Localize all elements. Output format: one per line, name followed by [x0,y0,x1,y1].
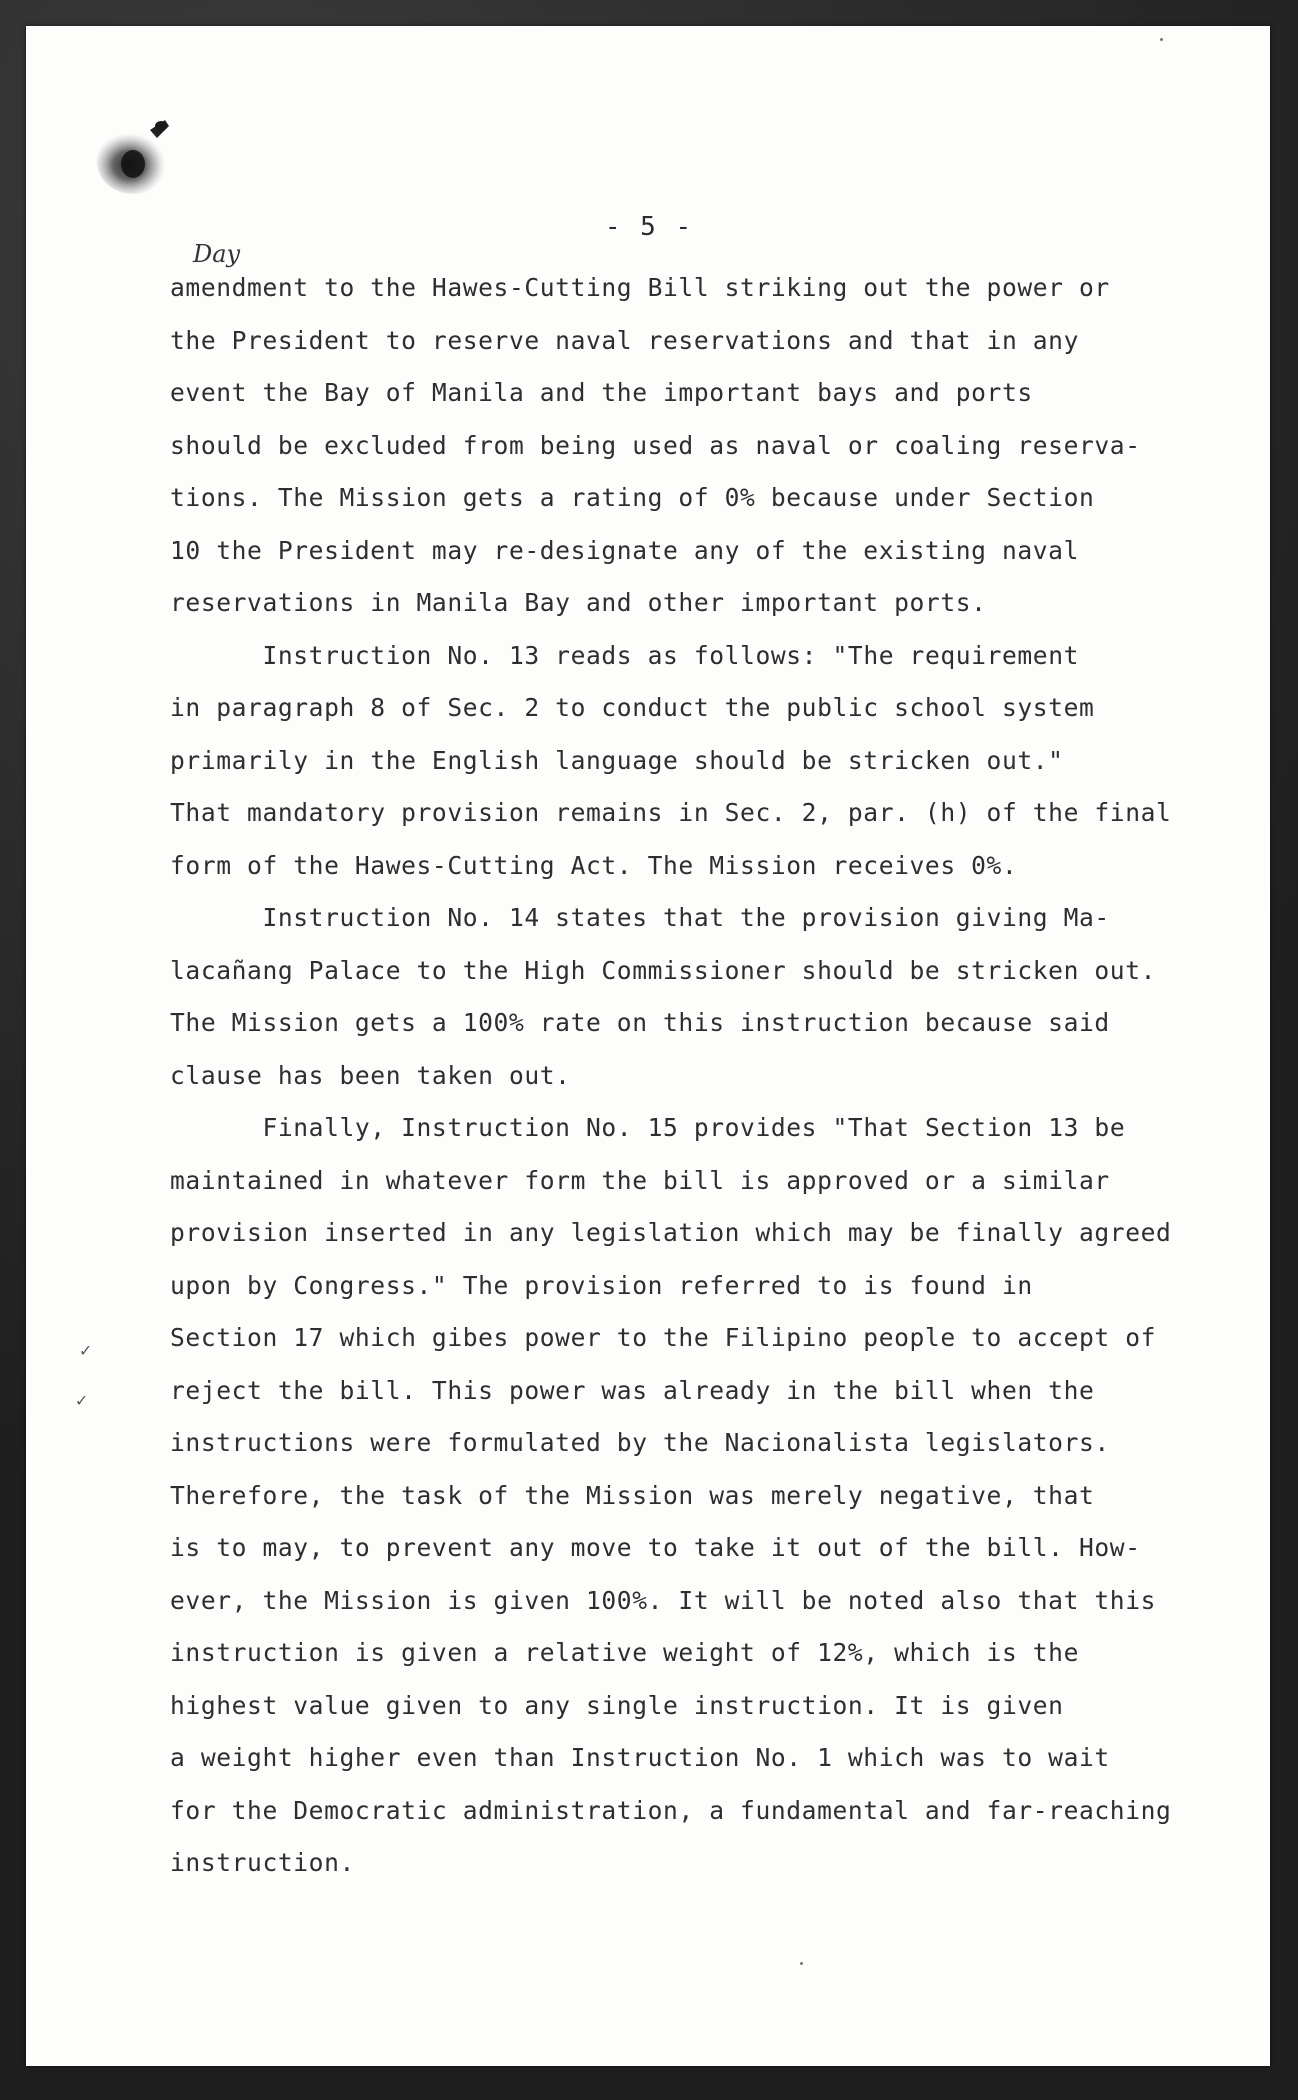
text-line: 10 the President may re-designate any of the existing naval [170,535,1079,565]
document-body [170,262,1190,1890]
text-line: reject the bill. This power was already in the bill when the [170,1375,1095,1405]
text-line: Instruction No. 13 reads as follows: "The requirement [170,640,1080,670]
handwritten-margin-note: Day [193,240,241,268]
margin-check-mark: ✓ [76,1390,87,1411]
text-line: Therefore, the task of the Mission was merely negative, that [170,1480,1095,1510]
text-line: That mandatory provision remains in Sec. 2, par. (h) of the final [170,798,1172,827]
text-line: amendment to the Hawes-Cutting Bill striking out the power or [170,273,1110,302]
scan-speck [1160,38,1163,41]
text-line: primarily in the English language should be stricken out." [170,745,1064,775]
text-line: a weight higher even than Instruction No. 1 which was to wait [170,1743,1110,1772]
text-line: should be excluded from being used as naval or coaling reserva- [170,430,1141,460]
text-line: tions. The Mission gets a rating of 0% because under Section [170,483,1095,512]
text-line: maintained in whatever form the bill is approved or a similar [170,1165,1110,1195]
text-line: Instruction No. 14 states that the provision giving Ma- [170,903,1110,932]
text-line: is to may, to prevent any move to take it out of the bill. How- [170,1533,1141,1562]
text-line: provision inserted in any legislation which may be finally agreed [170,1218,1172,1247]
text-line: for the Democratic administration, a fundamental and far-reaching [170,1795,1172,1825]
text-line: the President to reserve naval reservations and that in any [170,325,1079,355]
text-line: in paragraph 8 of Sec. 2 to conduct the public school system [170,693,1095,722]
page-number: - 5 - [604,212,694,242]
text-line: Section 17 which gibes power to the Filipino people to accept of [170,1323,1157,1352]
scan-speck [800,1962,803,1965]
text-line: highest value given to any single instruction. It is given [170,1690,1064,1720]
text-line: ever, the Mission is given 100%. It will be noted also that this [170,1585,1157,1615]
text-line: instruction. [170,1848,355,1877]
ink-blot-mark [95,112,185,202]
text-line: clause has been taken out. [170,1060,571,1090]
text-line: upon by Congress." The provision referred to is found in [170,1270,1033,1300]
text-line: Finally, Instruction No. 15 provides "That Section 13 be [170,1113,1126,1142]
text-line: instructions were formulated by the Nacionalista legislators. [170,1428,1110,1457]
margin-check-mark: ✓ [80,1340,91,1361]
text-line: lacañang Palace to the High Commissioner should be stricken out. [170,955,1157,985]
text-line: reservations in Manila Bay and other important ports. [170,588,987,617]
text-line: instruction is given a relative weight of 12%, which is the [170,1638,1079,1667]
text-line: The Mission gets a 100% rate on this instruction because said [170,1008,1110,1037]
text-line: form of the Hawes-Cutting Act. The Mission receives 0%. [170,850,1018,880]
text-line: event the Bay of Manila and the important bays and ports [170,378,1033,407]
